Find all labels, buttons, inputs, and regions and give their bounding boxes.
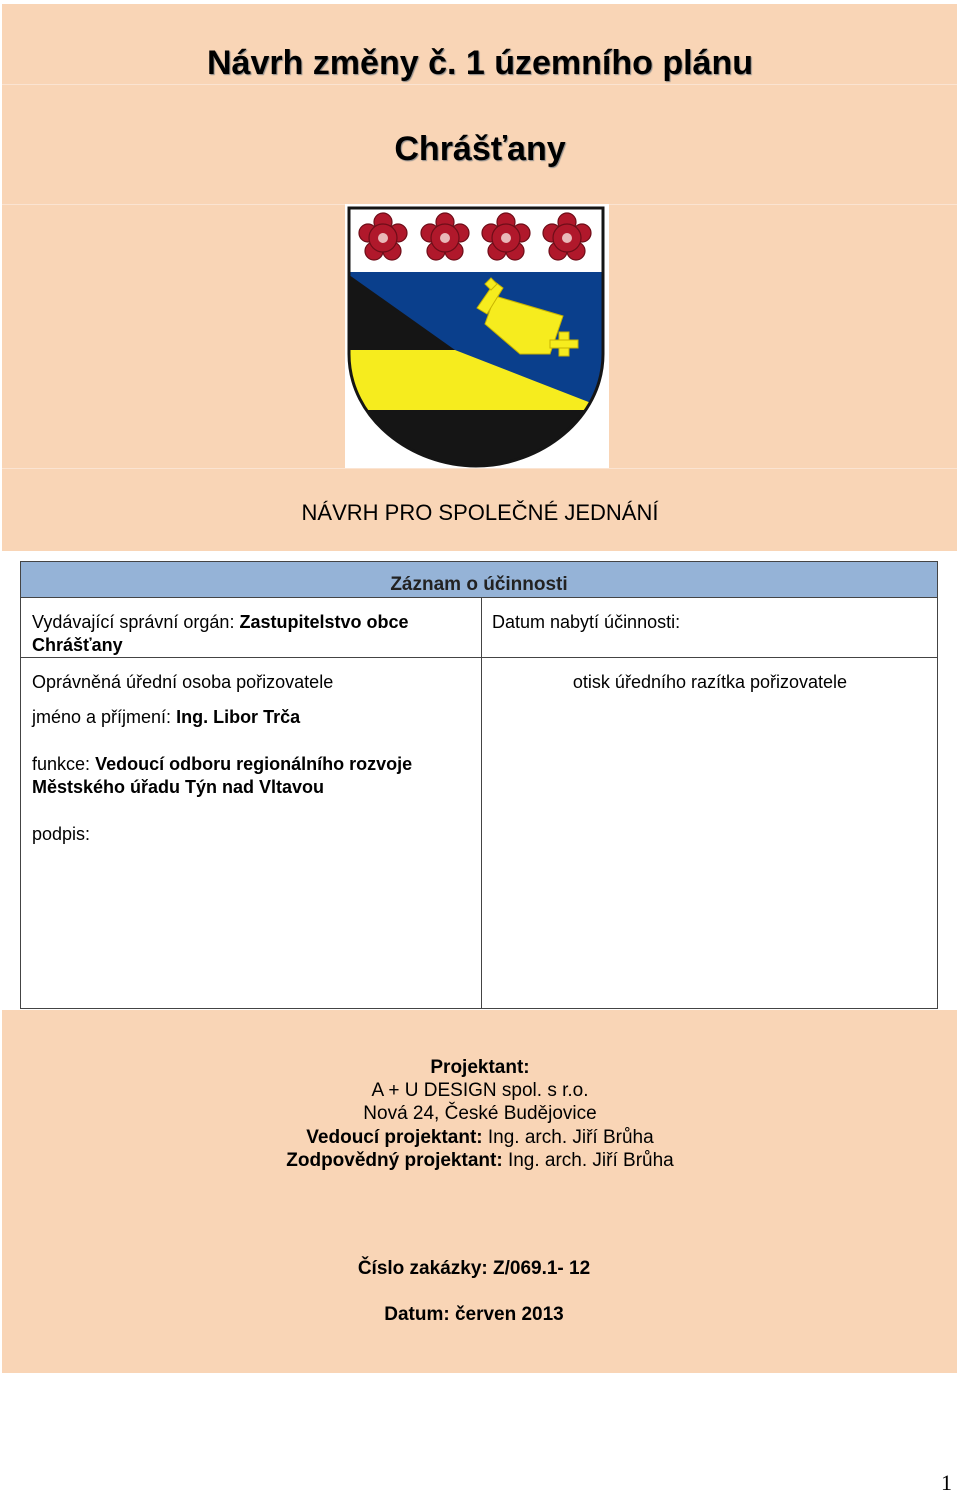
- function-label: funkce:: [32, 754, 91, 774]
- name-value: Ing. Libor Trča: [176, 707, 301, 727]
- record-header: [21, 562, 937, 598]
- name-field: [32, 706, 300, 729]
- responsible-designer-value: Ing. arch. Jiří Brůha: [507, 1150, 674, 1171]
- stamp-label: otisk úředního razítka pořizovatele: [572, 672, 848, 692]
- signature-label: podpis:: [32, 824, 91, 844]
- lead-designer: [0, 1127, 960, 1149]
- order-number: Číslo zakázky: Z/069.1- 12: [357, 1258, 591, 1279]
- document-date: Datum: červen 2013: [384, 1304, 564, 1325]
- record-title: Záznam o účinnosti: [390, 574, 568, 595]
- issuer-field: [32, 611, 472, 657]
- effectiveness-record-table: [20, 561, 938, 1009]
- issuer-value: Zastupitelstvo obce Chrášťany: [32, 612, 409, 655]
- designer-label: Projektant:: [430, 1057, 530, 1078]
- responsible-designer-label: Zodpovědný projektant:: [286, 1150, 503, 1171]
- row-divider: [21, 657, 937, 658]
- municipality-name: Chrášťany: [394, 130, 566, 168]
- lead-designer-value: Ing. arch. Jiří Brůha: [487, 1127, 654, 1148]
- function-value: Vedoucí odboru regionálního rozvoje Městského úřadu Týn nad Vltavou: [32, 754, 413, 797]
- authorized-person-label: Oprávněná úřední osoba pořizovatele: [32, 672, 334, 692]
- row-line: [2, 468, 957, 469]
- row-line: [2, 84, 957, 85]
- designer-company: A + U DESIGN spol. s r.o.: [371, 1080, 589, 1101]
- document-subtitle: NÁVRH PRO SPOLEČNÉ JEDNÁNÍ: [301, 500, 659, 525]
- responsible-designer: [0, 1150, 960, 1172]
- issuer-label: Vydávající správní orgán:: [32, 612, 235, 632]
- column-divider: [481, 598, 482, 1008]
- name-label: jméno a příjmení:: [32, 707, 172, 727]
- function-field: [32, 753, 472, 799]
- document-title: Návrh změny č. 1 územního plánu: [206, 44, 753, 82]
- lead-designer-label: Vedoucí projektant:: [306, 1127, 483, 1148]
- coat-of-arms-icon: [345, 204, 609, 468]
- page-number: 1: [941, 1470, 952, 1495]
- effective-date-label: Datum nabytí účinnosti:: [492, 612, 681, 632]
- designer-address: Nová 24, České Budějovice: [363, 1103, 597, 1124]
